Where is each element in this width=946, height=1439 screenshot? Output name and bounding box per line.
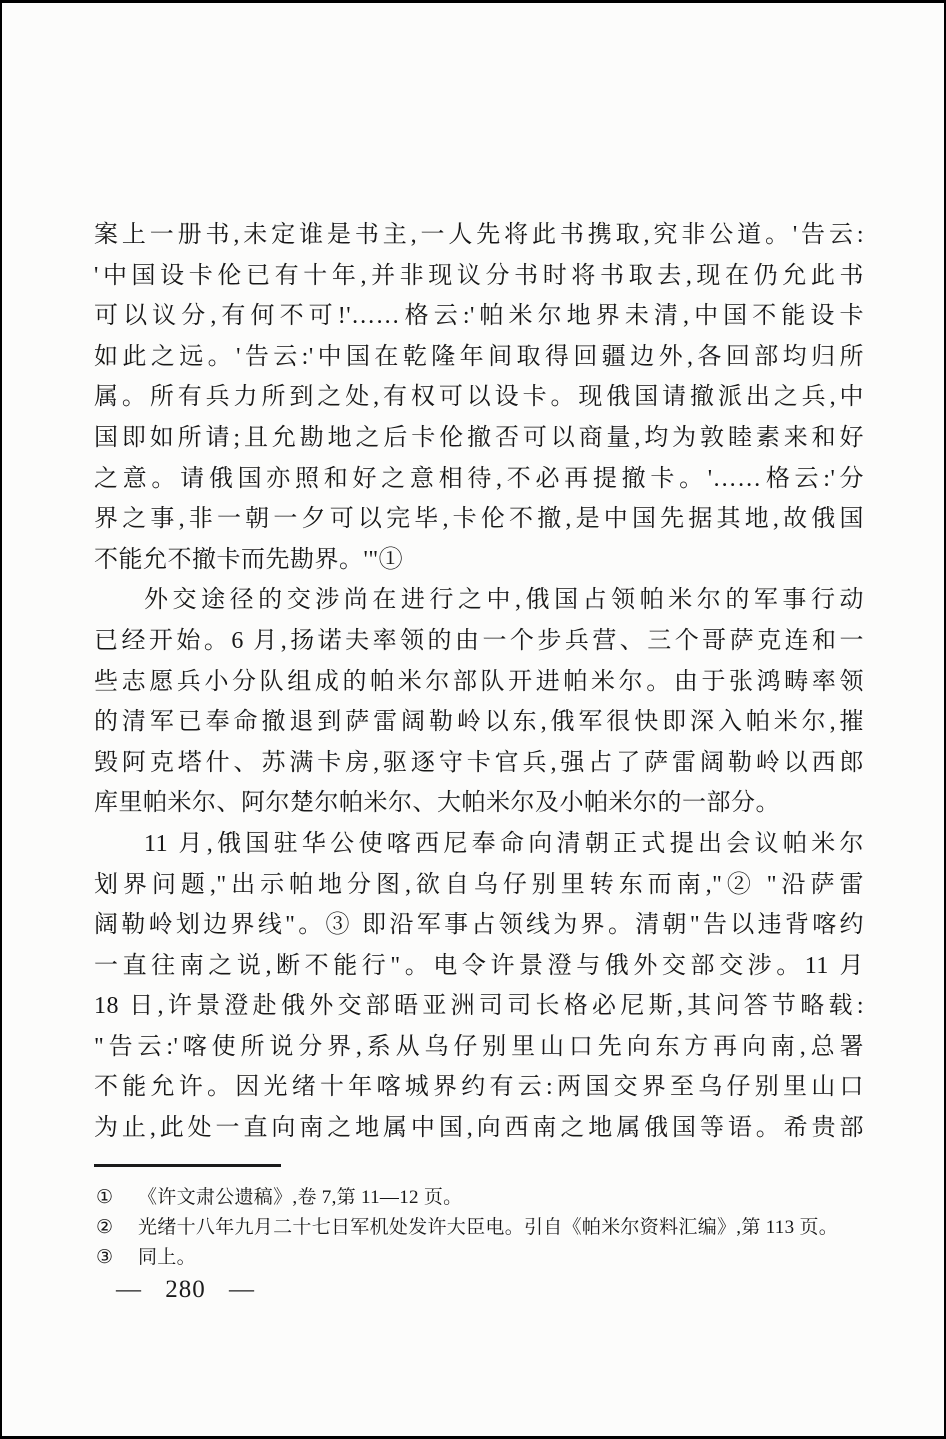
footnote-item [96, 1243, 896, 1273]
body-line: 库里帕米尔、阿尔楚尔帕米尔、大帕米尔及小帕米尔的一部分。 [94, 790, 780, 817]
body-line: 国即如所请;且允勘地之后卡伦撤否可以商量,均为敦睦素来和好 [94, 424, 864, 451]
body-line: 的清军已奉命撤退到萨雷阔勒岭以东,俄军很快即深入帕米尔,摧 [94, 709, 864, 736]
body-text-block [94, 215, 864, 1149]
footnote-item [96, 1213, 896, 1243]
footnote-text: 《许文肃公遗稿》,卷 7,第 11—12 页。 [138, 1187, 463, 1208]
body-line: 不能允许。因光绪十年喀城界约有云:两国交界至乌仔别里山口 [94, 1074, 864, 1101]
body-line: 不能允不撤卡而先勘界。'"① [94, 546, 404, 573]
body-line: 为止,此处一直向南之地属中国,向西南之地属俄国等语。希贵部 [94, 1115, 864, 1142]
body-line: 之意。请俄国亦照和好之意相待,不必再提撤卡。'……格云:'分 [94, 465, 864, 492]
body-line: 11 月,俄国驻华公使喀西尼奉命向清朝正式提出会议帕米尔 [144, 830, 864, 857]
page-number: — 280 — [116, 1276, 255, 1303]
body-line: 毁阿克塔什、苏满卡房,驱逐守卡官兵,强占了萨雷阔勒岭以西郎 [94, 749, 864, 776]
footnote-text: 光绪十八年九月二十七日军机处发许大臣电。引自《帕米尔资料汇编》,第 113 页。 [138, 1217, 839, 1238]
body-line: 划界问题,"出示帕地分图,欲自乌仔别里转东而南,"② "沿萨雷 [94, 871, 864, 898]
footnote-marker: ③ [96, 1247, 114, 1268]
body-line: 界之事,非一朝一夕可以完毕,卡伦不撤,是中国先据其地,故俄国 [94, 506, 864, 533]
body-line: '中国设卡伦已有十年,并非现议分书时将书取去,现在仍允此书 [94, 262, 864, 289]
body-line: 属。所有兵力所到之处,有权可以设卡。现俄国请撤派出之兵,中 [94, 384, 864, 411]
body-line: 一直往南之说,断不能行"。电令许景澄与俄外交部交涉。11 月 [94, 952, 864, 979]
body-line: 外交途径的交涉尚在进行之中,俄国占领帕米尔的军事行动 [144, 587, 864, 614]
footnotes-block [96, 1183, 896, 1273]
body-line: 阔勒岭划边界线"。③ 即沿军事占领线为界。清朝"告以违背喀约 [94, 912, 864, 939]
body-line: 已经开始。6 月,扬诺夫率领的由一个步兵营、三个哥萨克连和一 [94, 627, 864, 654]
footnote-text: 同上。 [138, 1247, 196, 1268]
body-line: 18 日,许景澄赴俄外交部晤亚洲司司长格必尼斯,其问答节略载: [94, 993, 864, 1020]
footnote-divider [94, 1164, 281, 1167]
body-line: 些志愿兵小分队组成的帕米尔部队开进帕米尔。由于张鸿畴率领 [94, 668, 864, 695]
footnote-item [96, 1183, 896, 1213]
footnote-marker: ① [96, 1187, 114, 1208]
footnote-marker: ② [96, 1217, 114, 1238]
body-line: 案上一册书,未定谁是书主,一人先将此书携取,究非公道。'告云: [94, 222, 864, 248]
body-line: "告云:'喀使所说分界,系从乌仔别里山口先向东方再向南,总署 [94, 1033, 864, 1060]
body-line: 如此之远。'告云:'中国在乾隆年间取得回疆边外,各回部均归所 [94, 343, 864, 370]
body-line: 可以议分,有何不可!'……格云:'帕米尔地界未清,中国不能设卡 [94, 303, 864, 330]
